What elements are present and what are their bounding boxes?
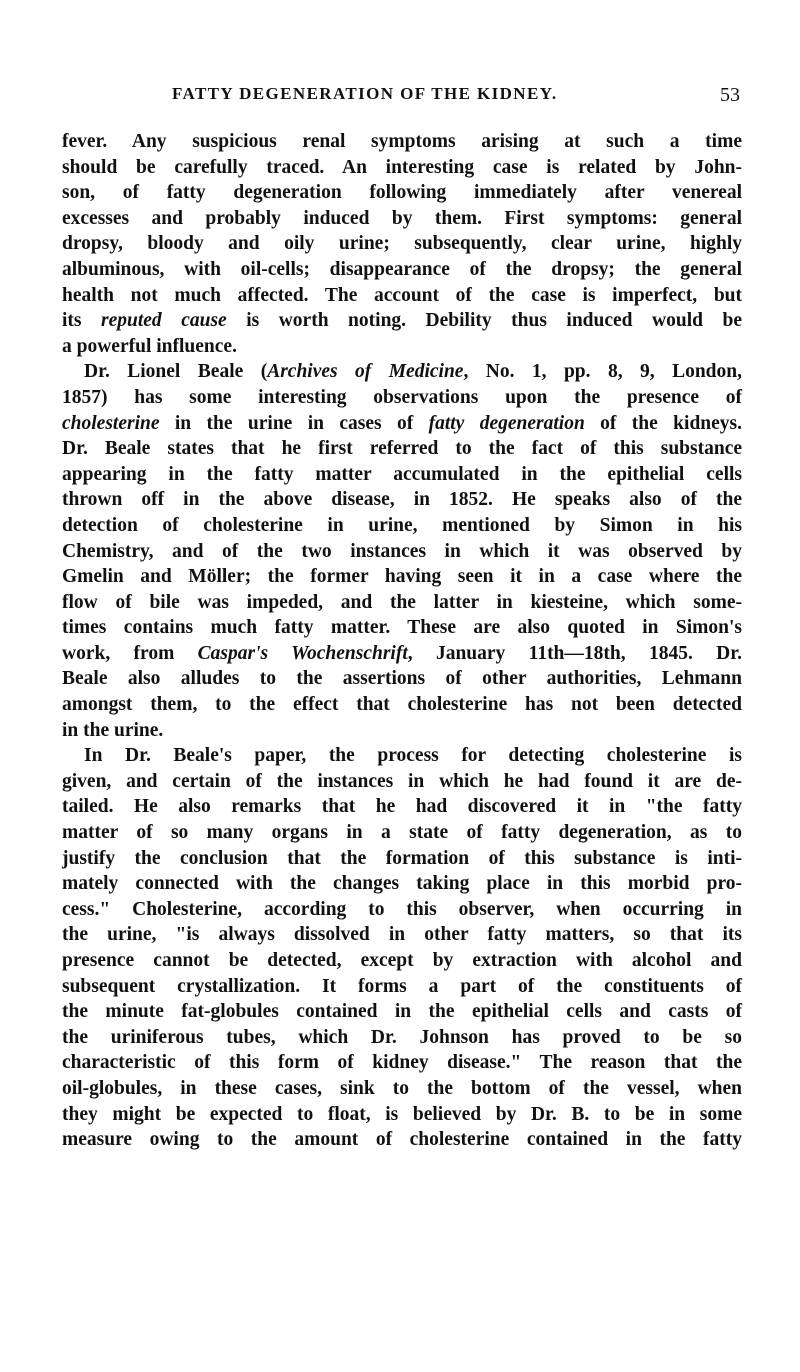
- text-line: cess." Cholesterine, according to this observer, when occurring in: [62, 898, 742, 920]
- running-head-title: FATTY DEGENERATION OF THE KIDNEY.: [172, 84, 558, 103]
- text-line: they might be expected to float, is believed by Dr. B. to be in some: [62, 1103, 742, 1125]
- text-line: characteristic of this form of kidney disease." The reason that the: [62, 1052, 742, 1074]
- text-line: matter of so many organs in a state of fatty degeneration, as to: [62, 822, 742, 844]
- text-line: health not much affected. The account of the case is imperfect, but: [62, 284, 742, 306]
- text-line: son, of fatty degeneration following immediately after venereal: [62, 182, 742, 204]
- text-segment: , January 11th—18th, 1845. Dr.: [407, 642, 742, 664]
- text-segment: Dr. Lionel Beale (: [84, 361, 268, 383]
- text-line: excesses and probably induced by them. First symptoms: general: [62, 207, 742, 229]
- italic-text: Caspar's Wochenschrift: [197, 642, 408, 664]
- italic-text: reputed cause: [101, 310, 227, 332]
- body-text: [62, 129, 742, 1153]
- text-segment: of the kidneys.: [584, 412, 742, 434]
- text-line: [62, 411, 742, 437]
- page-number: 53: [720, 84, 740, 106]
- italic-text: cholesterine: [62, 412, 160, 434]
- text-line: Dr. Beale states that he first referred to the fact of this substance: [62, 438, 742, 460]
- text-line: appearing in the fatty matter accumulated in the epithelial cells: [62, 463, 742, 485]
- text-segment: , No. 1, pp. 8, 9, London,: [463, 361, 742, 383]
- text-line: in the urine.: [62, 719, 164, 741]
- text-line: [62, 641, 742, 667]
- text-line: the minute fat-globules contained in the epithelial cells and casts of: [62, 1001, 742, 1023]
- text-line: should be carefully traced. An interesting case is related by John-: [62, 156, 742, 178]
- text-line: presence cannot be detected, except by extraction with alcohol and: [62, 950, 742, 971]
- text-line: tailed. He also remarks that he had discovered it in "the fatty: [62, 796, 742, 818]
- text-line: the uriniferous tubes, which Dr. Johnson has proved to be so: [62, 1026, 742, 1048]
- text-segment: is worth noting. Debility thus induced would be: [226, 310, 742, 332]
- text-line: the urine, "is always dissolved in other fatty matters, so that its: [62, 924, 742, 946]
- text-line: dropsy, bloody and oily urine; subsequently, clear urine, highly: [62, 233, 742, 255]
- italic-text: fatty degeneration: [428, 412, 585, 434]
- text-segment: work, from: [62, 642, 198, 664]
- text-line: measure owing to the amount of cholesterine contained in the fatty: [62, 1129, 742, 1151]
- text-line: amongst them, to the effect that cholesterine has not been detected: [62, 694, 742, 716]
- text-line: [62, 308, 742, 334]
- text-line: fever. Any suspicious renal symptoms arising at such a time: [62, 131, 742, 152]
- italic-text: Archives of Medicine: [267, 361, 464, 383]
- text-line: detection of cholesterine in urine, mentioned by Simon in his: [62, 514, 742, 536]
- text-line: times contains much fatty matter. These are also quoted in Simon's: [62, 617, 742, 639]
- text-line: a powerful influence.: [62, 335, 237, 357]
- text-line: subsequent crystallization. It forms a part of the constituents of: [62, 975, 742, 997]
- text-line: [62, 359, 742, 385]
- text-segment: in the urine in cases of: [159, 412, 429, 434]
- text-line: Gmelin and Möller; the former having seen it in a case where the: [62, 566, 742, 588]
- text-line: flow of bile was impeded, and the latter in kiesteine, which some-: [62, 591, 742, 613]
- text-line: 1857) has some interesting observations upon the presence of: [62, 386, 742, 408]
- text-line: Beale also alludes to the assertions of other authorities, Lehmann: [62, 668, 742, 690]
- text-line: mately connected with the changes taking place in this morbid pro-: [62, 873, 742, 895]
- text-line: oil-globules, in these cases, sink to the bottom of the vessel, when: [62, 1077, 742, 1099]
- text-line: justify the conclusion that the formation of this substance is inti-: [62, 847, 742, 869]
- text-line: In Dr. Beale's paper, the process for detecting cholesterine is: [84, 745, 742, 767]
- text-line: given, and certain of the instances in which he had found it are de-: [62, 770, 742, 792]
- text-line: Chemistry, and of the two instances in which it was observed by: [62, 540, 742, 562]
- text-line: albuminous, with oil-cells; disappearance of the dropsy; the general: [62, 258, 742, 280]
- text-line: thrown off in the above disease, in 1852. He speaks also of the: [62, 489, 742, 511]
- running-head: [60, 84, 740, 110]
- text-segment: its: [62, 310, 102, 332]
